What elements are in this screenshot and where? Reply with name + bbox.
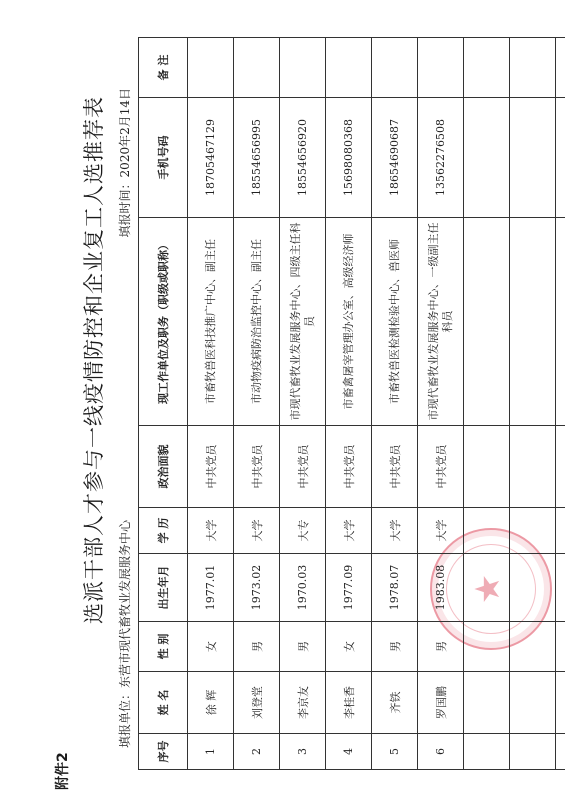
cell-no: 4 bbox=[326, 734, 372, 770]
cell-sex bbox=[556, 622, 565, 672]
cell-phone: 18705467129 bbox=[188, 98, 234, 218]
cell-note bbox=[326, 38, 372, 98]
header-political-status: 政治面貌 bbox=[139, 426, 188, 508]
cell-education: 大学 bbox=[234, 508, 280, 554]
cell-education bbox=[556, 508, 565, 554]
cell-phone bbox=[556, 98, 565, 218]
table-row bbox=[280, 38, 326, 770]
fill-unit: 填报单位：东营市现代畜牧业发展服务中心 bbox=[118, 519, 132, 748]
table-row bbox=[234, 38, 280, 770]
cell-political-status bbox=[510, 426, 556, 508]
header-birth: 出生年月 bbox=[139, 554, 188, 622]
cell-birth bbox=[556, 554, 565, 622]
cell-birth bbox=[464, 554, 510, 622]
cell-sex: 男 bbox=[372, 622, 418, 672]
official-seal-icon: ★ bbox=[430, 528, 552, 650]
cell-phone bbox=[464, 98, 510, 218]
cell-education: 大专 bbox=[280, 508, 326, 554]
header-no: 序号 bbox=[139, 734, 188, 770]
cell-birth: 1977.01 bbox=[188, 554, 234, 622]
cell-phone: 18554656920 bbox=[280, 98, 326, 218]
cell-no: 1 bbox=[188, 734, 234, 770]
cell-job: 市动物疫病防治监控中心、副主任 bbox=[234, 218, 280, 426]
cell-education: 大学 bbox=[372, 508, 418, 554]
cell-education: 大学 bbox=[326, 508, 372, 554]
cell-note bbox=[372, 38, 418, 98]
cell-no bbox=[464, 734, 510, 770]
cell-phone bbox=[510, 98, 556, 218]
table-row-empty bbox=[464, 38, 510, 770]
cell-job: 市现代畜牧业发展服务中心、四级主任科员 bbox=[280, 218, 326, 426]
cell-education: 大学 bbox=[418, 508, 464, 554]
cell-note bbox=[464, 38, 510, 98]
table-row bbox=[326, 38, 372, 770]
cell-note bbox=[188, 38, 234, 98]
header-education: 学 历 bbox=[139, 508, 188, 554]
cell-job: 市畜禽屠宰管理办公室、高级经济师 bbox=[326, 218, 372, 426]
cell-birth: 1970.03 bbox=[280, 554, 326, 622]
cell-sex: 女 bbox=[188, 622, 234, 672]
table-row bbox=[418, 38, 464, 770]
cell-no bbox=[510, 734, 556, 770]
cell-birth: 1973.02 bbox=[234, 554, 280, 622]
cell-name: 李桂香 bbox=[326, 672, 372, 734]
fill-time: 填报时间：2020年2月14日 bbox=[118, 88, 132, 238]
cell-political-status bbox=[556, 426, 565, 508]
header-job: 现工作单位及职务（职级或职称） bbox=[139, 218, 188, 426]
cell-birth: 1977.09 bbox=[326, 554, 372, 622]
cell-job: 市畜牧兽医检测检验中心、兽医师 bbox=[372, 218, 418, 426]
cell-education bbox=[510, 508, 556, 554]
cell-name bbox=[464, 672, 510, 734]
header-note: 备 注 bbox=[139, 38, 188, 98]
cell-sex: 男 bbox=[418, 622, 464, 672]
cell-education: 大学 bbox=[188, 508, 234, 554]
table-row-empty bbox=[556, 38, 565, 770]
cell-note bbox=[234, 38, 280, 98]
cell-birth bbox=[510, 554, 556, 622]
table-row bbox=[372, 38, 418, 770]
cell-note bbox=[510, 38, 556, 98]
cell-birth: 1983.08 bbox=[418, 554, 464, 622]
cell-phone: 18554656995 bbox=[234, 98, 280, 218]
cell-no: 3 bbox=[280, 734, 326, 770]
cell-sex bbox=[464, 622, 510, 672]
cell-education bbox=[464, 508, 510, 554]
cell-name: 齐铁 bbox=[372, 672, 418, 734]
cell-name: 罗国鹏 bbox=[418, 672, 464, 734]
cell-no: 5 bbox=[372, 734, 418, 770]
cell-political-status: 中共党员 bbox=[372, 426, 418, 508]
cell-name bbox=[510, 672, 556, 734]
cell-political-status: 中共党员 bbox=[326, 426, 372, 508]
cell-political-status: 中共党员 bbox=[188, 426, 234, 508]
cell-birth: 1978.07 bbox=[372, 554, 418, 622]
cell-no: 2 bbox=[234, 734, 280, 770]
cell-sex: 女 bbox=[326, 622, 372, 672]
cell-job bbox=[464, 218, 510, 426]
table-row bbox=[188, 38, 234, 770]
cell-name: 刘登堂 bbox=[234, 672, 280, 734]
recommendation-table bbox=[138, 37, 565, 770]
cell-job: 市现代畜牧业发展服务中心、一级副主任科员 bbox=[418, 218, 464, 426]
cell-sex: 男 bbox=[234, 622, 280, 672]
cell-political-status: 中共党员 bbox=[418, 426, 464, 508]
cell-job bbox=[510, 218, 556, 426]
cell-name: 李京友 bbox=[280, 672, 326, 734]
cell-note bbox=[556, 38, 565, 98]
cell-political-status bbox=[464, 426, 510, 508]
attachment-label: 附件2 bbox=[55, 752, 71, 790]
header-sex: 性 别 bbox=[139, 622, 188, 672]
cell-phone: 13562276508 bbox=[418, 98, 464, 218]
cell-job bbox=[556, 218, 565, 426]
cell-no bbox=[556, 734, 565, 770]
cell-no: 6 bbox=[418, 734, 464, 770]
cell-note bbox=[418, 38, 464, 98]
cell-sex: 男 bbox=[280, 622, 326, 672]
table-row-empty bbox=[510, 38, 556, 770]
cell-sex bbox=[510, 622, 556, 672]
header-name: 姓 名 bbox=[139, 672, 188, 734]
cell-political-status: 中共党员 bbox=[280, 426, 326, 508]
cell-name: 徐 辉 bbox=[188, 672, 234, 734]
header-phone: 手机号码 bbox=[139, 98, 188, 218]
cell-political-status: 中共党员 bbox=[234, 426, 280, 508]
page-title: 选派干部人才参与一线疫情防控和企业复工人选推荐表 bbox=[82, 96, 106, 624]
table-header-row bbox=[139, 38, 188, 770]
cell-note bbox=[280, 38, 326, 98]
cell-phone: 18654690687 bbox=[372, 98, 418, 218]
cell-name bbox=[556, 672, 565, 734]
cell-job: 市畜牧兽医科技推广中心、副主任 bbox=[188, 218, 234, 426]
cell-phone: 15698080368 bbox=[326, 98, 372, 218]
